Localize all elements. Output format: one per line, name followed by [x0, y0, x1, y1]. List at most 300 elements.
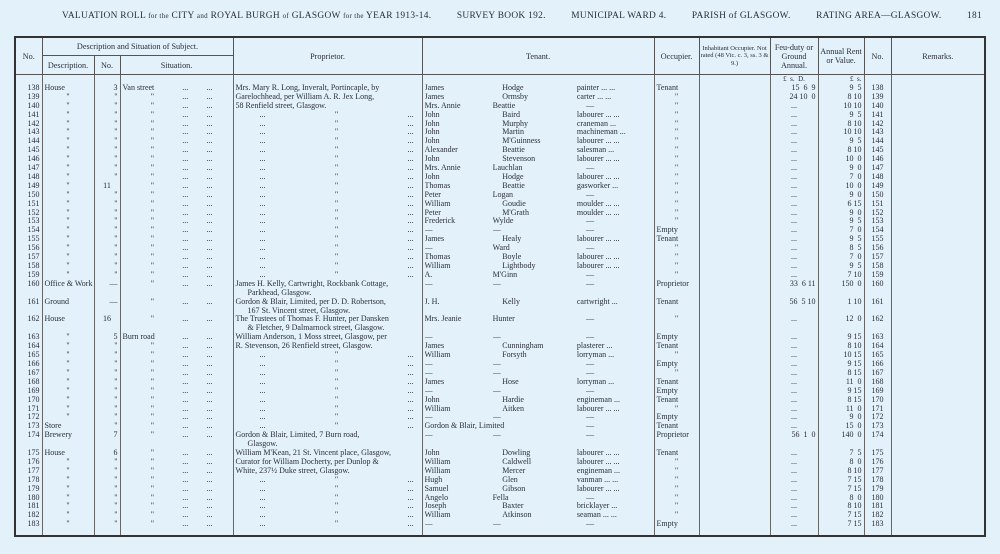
tenant-cell [422, 217, 654, 226]
house-number-cell: " [94, 146, 120, 155]
row-number-right: 173 [864, 422, 891, 431]
dots: ... [182, 484, 189, 493]
house-number-cell: " [94, 360, 120, 369]
description-cell: " [42, 378, 94, 387]
ditto-mark: " [334, 119, 339, 128]
proprietor-cell [233, 494, 422, 503]
dots: ... [206, 146, 213, 155]
row-number-right: 176 [864, 458, 891, 467]
tenant-surname: Mercer [502, 466, 526, 475]
situation-name: " [150, 377, 155, 386]
dots: ... [407, 253, 414, 262]
house-number-cell: " [94, 458, 120, 467]
table-row [15, 405, 985, 414]
dots: ... [182, 466, 189, 475]
ditto-mark: " [334, 413, 339, 422]
tenant-surname: M'Grath [502, 208, 529, 217]
tenant-occupation: labourer ... ... [576, 110, 620, 119]
tenant-cell [422, 413, 654, 422]
inhabitant-cell [699, 467, 770, 476]
tenant-occupation: labourer ... ... [576, 484, 620, 493]
row-number-right: 142 [864, 120, 891, 129]
occupier-cell: " [654, 253, 699, 262]
tenant-surname: Wylde [492, 217, 514, 226]
tenant-surname: Aitken [502, 404, 524, 413]
dots: ... [206, 244, 213, 253]
house-number-cell: " [94, 485, 120, 494]
row-number: 182 [15, 511, 42, 520]
tenant-surname: Baxter [502, 502, 524, 511]
dots: ... [407, 386, 414, 395]
row-number-right: 177 [864, 467, 891, 476]
dots: ... [182, 315, 189, 324]
ditto-mark: " [334, 155, 339, 164]
tenant-first-name: James [424, 83, 445, 92]
situation-name: " [150, 217, 155, 226]
inhabitant-cell [699, 173, 770, 182]
dots: ... [206, 253, 213, 262]
house-number-cell: " [94, 111, 120, 120]
dots: ... [259, 475, 266, 484]
dots: ... [182, 449, 189, 458]
situation-name: " [150, 199, 155, 208]
dots: ... [259, 110, 266, 119]
dots: ... [206, 128, 213, 137]
table-row [15, 431, 985, 449]
row-number-right: 157 [864, 253, 891, 262]
table-row [15, 413, 985, 422]
occupier-cell: Empty [654, 413, 699, 422]
situation-cell [120, 342, 233, 351]
occupier-cell: " [654, 485, 699, 494]
description-cell: " [42, 396, 94, 405]
situation-name: " [150, 262, 155, 271]
occupier-cell: Tenant [654, 342, 699, 351]
tenant-occupation: labourer ... ... [576, 253, 620, 262]
dots: ... [206, 342, 213, 351]
dots: ... [182, 244, 189, 253]
proprietor-ditto [236, 262, 420, 271]
row-number-right: 154 [864, 226, 891, 235]
annual-rent-cell: 11 0 [818, 405, 864, 414]
situation-name: " [150, 297, 155, 306]
dots: ... [206, 172, 213, 181]
feu-duty-cell: ... [770, 209, 818, 218]
remarks-cell [891, 449, 985, 458]
house-number-cell: " [94, 520, 120, 536]
annual-rent-cell: 7 0 [818, 226, 864, 235]
description-cell: " [42, 342, 94, 351]
row-number: 174 [15, 431, 42, 449]
remarks-cell [891, 467, 985, 476]
occupier-cell: " [654, 511, 699, 520]
row-number: 179 [15, 485, 42, 494]
occupier-cell: Tenant [654, 84, 699, 93]
situation-cell [120, 422, 233, 431]
description-cell: " [42, 262, 94, 271]
proprietor-cell [233, 511, 422, 520]
annual-rent-cell: 8 10 [818, 146, 864, 155]
table-row [15, 128, 985, 137]
description-cell: " [42, 467, 94, 476]
ditto-mark: " [334, 244, 339, 253]
tenant-surname: Atkinson [502, 511, 532, 520]
situation-cell [120, 262, 233, 271]
dots: ... [182, 235, 189, 244]
ditto-mark: " [334, 351, 339, 360]
inhabitant-cell [699, 262, 770, 271]
dots: ... [407, 217, 414, 226]
dots: ... [182, 297, 189, 306]
row-number-right: 159 [864, 271, 891, 280]
house-number-cell: " [94, 200, 120, 209]
situation-cell [120, 155, 233, 164]
dots: ... [259, 422, 266, 431]
proprietor-ditto [236, 146, 420, 155]
dots: ... [182, 137, 189, 146]
tenant-occupation: plasterer ... [576, 342, 613, 351]
annual-rent-cell: 10 15 [818, 351, 864, 360]
tenant-occupation: — [586, 493, 595, 502]
situation-name: " [150, 315, 155, 324]
feu-units: £ s. D. [770, 75, 818, 84]
dots: ... [407, 493, 414, 502]
row-number-right: 171 [864, 405, 891, 414]
row-number: 161 [15, 298, 42, 316]
proprietor-cell [233, 93, 422, 102]
tenant-occupation: labourer ... ... [576, 155, 620, 164]
house-number-cell: " [94, 396, 120, 405]
proprietor-ditto [236, 413, 420, 422]
dots: ... [407, 413, 414, 422]
annual-rent-cell: 7 0 [818, 253, 864, 262]
description-cell: " [42, 111, 94, 120]
dots: ... [182, 502, 189, 511]
row-number: 143 [15, 128, 42, 137]
proprietor-cell [233, 120, 422, 129]
remarks-cell [891, 351, 985, 360]
tenant-occupation: labourer ... ... [576, 172, 620, 181]
dots: ... [182, 92, 189, 101]
dots: ... [182, 475, 189, 484]
inhabitant-cell [699, 494, 770, 503]
row-number: 165 [15, 351, 42, 360]
row-number: 172 [15, 413, 42, 422]
dots: ... [407, 119, 414, 128]
tenant-surname: — [492, 333, 501, 342]
annual-rent-cell: 9 0 [818, 413, 864, 422]
situation-cell [120, 226, 233, 235]
row-number: 146 [15, 155, 42, 164]
ditto-mark: " [334, 235, 339, 244]
tenant-cell [422, 494, 654, 503]
inhabitant-cell [699, 369, 770, 378]
dots: ... [407, 368, 414, 377]
inhabitant-cell [699, 93, 770, 102]
dots: ... [206, 208, 213, 217]
dots: ... [206, 119, 213, 128]
proprietor-cell [233, 431, 422, 449]
tenant-first-name: William [424, 199, 451, 208]
feu-duty-cell: ... [770, 120, 818, 129]
survey-book: SURVEY BOOK 192. [456, 11, 546, 21]
occupier-cell: " [654, 137, 699, 146]
situation-name: " [150, 128, 155, 137]
dots: ... [206, 226, 213, 235]
tenant-occupation: vanman ... ... [576, 475, 619, 484]
row-number: 155 [15, 235, 42, 244]
situation-cell [120, 485, 233, 494]
remarks-cell [891, 405, 985, 414]
feu-duty-cell: ... [770, 396, 818, 405]
dots: ... [259, 511, 266, 520]
description-cell: " [42, 351, 94, 360]
row-number: 170 [15, 396, 42, 405]
remarks-cell [891, 271, 985, 280]
occupier-cell: Empty [654, 387, 699, 396]
remarks-cell [891, 396, 985, 405]
remarks-cell [891, 387, 985, 396]
description-cell: " [42, 502, 94, 511]
row-number: 183 [15, 520, 42, 536]
situation-cell [120, 146, 233, 155]
situation-cell [120, 413, 233, 422]
remarks-cell [891, 494, 985, 503]
remarks-cell [891, 111, 985, 120]
situation-name: " [150, 413, 155, 422]
house-number-cell: " [94, 502, 120, 511]
proprietor-cell [233, 467, 422, 476]
situation-name: " [150, 235, 155, 244]
ditto-mark: " [334, 270, 339, 279]
tenant-occupation: — [586, 244, 595, 253]
feu-duty-cell: ... [770, 137, 818, 146]
occupier-cell: " [654, 209, 699, 218]
feu-duty-cell: ... [770, 511, 818, 520]
tenant-occupation: — [586, 368, 595, 377]
ditto-mark: " [334, 386, 339, 395]
situation-cell [120, 458, 233, 467]
proprietor-ditto [236, 502, 420, 511]
house-number-cell: " [94, 173, 120, 182]
annual-rent-cell: 7 0 [818, 173, 864, 182]
inhabitant-cell [699, 191, 770, 200]
occupier-cell: " [654, 315, 699, 333]
table-row [15, 378, 985, 387]
remarks-cell [891, 146, 985, 155]
dots: ... [182, 199, 189, 208]
inhabitant-cell [699, 271, 770, 280]
description-cell: " [42, 387, 94, 396]
tenant-first-name: — [424, 244, 433, 253]
feu-duty-cell: ... [770, 146, 818, 155]
annual-rent-cell: 9 5 [818, 84, 864, 93]
inhabitant-cell [699, 84, 770, 93]
situation-cell [120, 351, 233, 360]
dots: ... [259, 404, 266, 413]
feu-duty-cell: ... [770, 191, 818, 200]
dots: ... [259, 244, 266, 253]
situation-name: " [150, 395, 155, 404]
dots: ... [407, 422, 414, 431]
ditto-mark: " [334, 181, 339, 190]
description-cell: " [42, 102, 94, 111]
tenant-surname: — [492, 368, 501, 377]
tenant-surname: Ward [492, 244, 510, 253]
row-number: 140 [15, 102, 42, 111]
house-number-cell: " [94, 93, 120, 102]
proprietor-line: James H. Kelly, Cartwright, Rockbank Cottage, [235, 279, 389, 288]
row-number-right: 144 [864, 137, 891, 146]
feu-duty-cell: ... [770, 235, 818, 244]
dots: ... [206, 217, 213, 226]
situation-name: " [150, 146, 155, 155]
occupier-cell: " [654, 102, 699, 111]
remarks-cell [891, 502, 985, 511]
house-number-cell: " [94, 217, 120, 226]
inhabitant-cell [699, 360, 770, 369]
tenant-cell [422, 502, 654, 511]
dots: ... [407, 137, 414, 146]
situation-cell [120, 431, 233, 449]
tenant-cell [422, 262, 654, 271]
house-number-cell: " [94, 155, 120, 164]
tenant-occupation: engineman ... [576, 395, 620, 404]
row-number: 163 [15, 333, 42, 342]
description-cell: Brewery [42, 431, 94, 449]
description-cell: " [42, 271, 94, 280]
house-number-cell: " [94, 137, 120, 146]
ditto-mark: " [334, 422, 339, 431]
dots: ... [259, 395, 266, 404]
situation-name: Burn road [122, 333, 155, 342]
dots: ... [206, 181, 213, 190]
tenant-surname: Goudie [502, 199, 526, 208]
house-number-cell: " [94, 351, 120, 360]
row-number-right: 156 [864, 244, 891, 253]
tenant-first-name: John [424, 155, 440, 164]
proprietor-line: Garelochhead, per William A. R. Jex Long, [235, 92, 375, 101]
tenant-first-name: Mrs. Jeanie [424, 315, 462, 324]
occupier-cell: Proprietor [654, 431, 699, 449]
tenant-first-name: William [424, 351, 451, 360]
row-number: 171 [15, 405, 42, 414]
row-number: 169 [15, 387, 42, 396]
tenant-first-name: Alexander [424, 146, 458, 155]
dots: ... [206, 235, 213, 244]
proprietor-line: White, 237½ Duke street, Glasgow. [235, 466, 350, 475]
ditto-mark: " [334, 190, 339, 199]
situation-name: " [150, 279, 155, 288]
tenant-surname: Dowling [502, 449, 531, 458]
tenant-surname: — [492, 431, 501, 440]
inhabitant-cell [699, 164, 770, 173]
feu-duty-cell: ... [770, 369, 818, 378]
situation-cell [120, 280, 233, 298]
tenant-first-name: Joseph [424, 502, 447, 511]
remarks-cell [891, 280, 985, 298]
table-row [15, 191, 985, 200]
inhabitant-cell [699, 485, 770, 494]
tenant-first-name: William [424, 457, 451, 466]
inhabitant-cell [699, 253, 770, 262]
tenant-cell [422, 520, 654, 536]
tenant-occupation: — [586, 101, 595, 110]
tenant-cell [422, 120, 654, 129]
house-number-cell: 11 [94, 182, 120, 191]
feu-duty-cell: ... [770, 173, 818, 182]
occupier-cell: " [654, 262, 699, 271]
situation-name: Van street [122, 83, 155, 92]
dots: ... [182, 431, 189, 440]
situation-name: " [150, 493, 155, 502]
ditto-mark: " [334, 164, 339, 173]
table-row [15, 342, 985, 351]
row-number: 162 [15, 315, 42, 333]
house-number-cell: " [94, 476, 120, 485]
situation-cell [120, 494, 233, 503]
tenant-surname: Beattie [502, 181, 525, 190]
feu-duty-cell: ... [770, 449, 818, 458]
tenant-surname: — [492, 226, 501, 235]
table-row [15, 511, 985, 520]
tenant-surname: Logan [492, 190, 514, 199]
row-number-right: 160 [864, 280, 891, 298]
remarks-cell [891, 137, 985, 146]
situation-cell [120, 209, 233, 218]
table-row [15, 164, 985, 173]
annual-rent-cell: 9 15 [818, 360, 864, 369]
inhabitant-cell [699, 520, 770, 536]
tenant-cell [422, 449, 654, 458]
proprietor-line: Gordon & Blair, Limited, per D. D. Robertson, [235, 297, 386, 306]
feu-duty-cell: ... [770, 378, 818, 387]
tenant-first-name: Peter [424, 208, 441, 217]
dots: ... [182, 377, 189, 386]
proprietor-line: Parkhead, Glasgow. [247, 287, 312, 297]
proprietor-ditto [236, 396, 420, 405]
tenant-cell [422, 280, 654, 298]
inhabitant-cell [699, 146, 770, 155]
proprietor-ditto [236, 182, 420, 191]
feu-duty-cell: ... [770, 217, 818, 226]
row-number: 175 [15, 449, 42, 458]
dots: ... [206, 83, 213, 92]
tenant-cell [422, 271, 654, 280]
house-number-cell: " [94, 191, 120, 200]
house-number-cell: " [94, 164, 120, 173]
row-number-right: 146 [864, 155, 891, 164]
annual-rent-cell: 8 10 [818, 120, 864, 129]
feu-duty-cell: ... [770, 387, 818, 396]
remarks-cell [891, 128, 985, 137]
tenant-surname: Kelly [502, 297, 520, 306]
table-row [15, 476, 985, 485]
tenant-cell [422, 164, 654, 173]
annual-rent-cell: 8 15 [818, 369, 864, 378]
tenant-occupation: — [586, 279, 595, 288]
situation-cell [120, 315, 233, 333]
inhabitant-cell [699, 200, 770, 209]
situation-name: " [150, 368, 155, 377]
proprietor-cell [233, 271, 422, 280]
tenant-occupation: — [586, 359, 595, 368]
tenant-surname: Hose [502, 377, 519, 386]
house-number-cell: " [94, 128, 120, 137]
tenant-cell [422, 209, 654, 218]
col-house-number: No. [94, 56, 120, 75]
house-number-cell: " [94, 405, 120, 414]
